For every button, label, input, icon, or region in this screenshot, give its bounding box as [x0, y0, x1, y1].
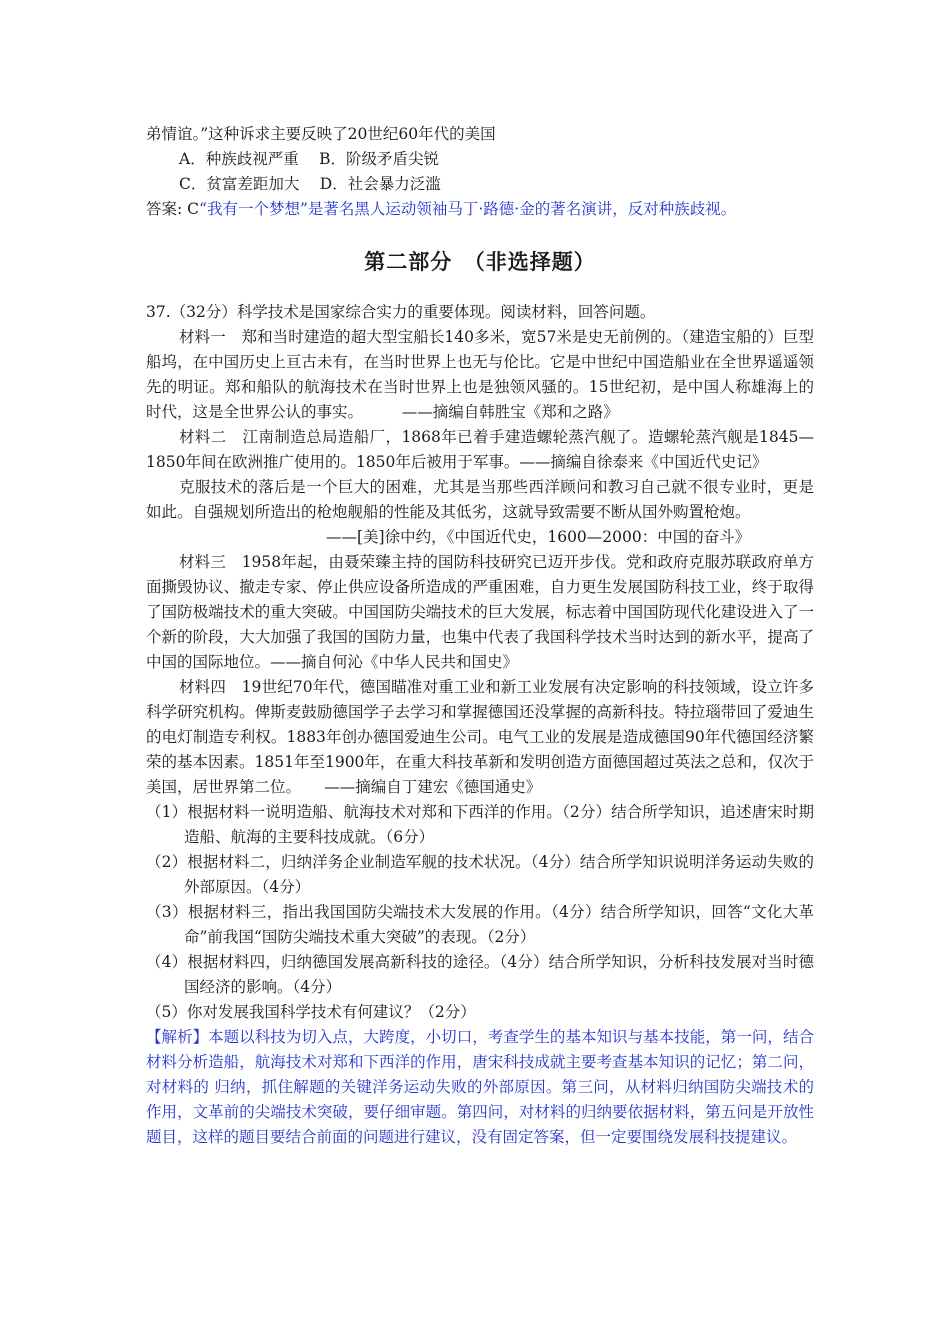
material-three: 材料三 1958年起，由聂荣臻主持的国防科技研究已迈开步伐。党和政府克服苏联政府单方面撕毁协议、撤走专家、停止供应设备所造成的严重困难，自力更生发展国防科技工业，终于取得了国防极端技术的重大突破。中国国防尖端技术的巨大发展，标志着中国国防现代化建设进入了一个新的阶段，大大加强了我国的国防力量，也集中代表了我国科学技术当时达到的新水平，提高了中国的国际地位。——摘自何沁《中华人民共和国史》	[146, 553, 814, 671]
q36-stem-tail: 弟情谊。”这种诉求主要反映了20世纪60年代的美国	[146, 125, 496, 143]
material-two-b: 克服技术的落后是一个巨大的困难，尤其是当那些西洋顾问和教习自己就不很专业时，更是如此。自强规划所造出的枪炮舰船的性能及其低劣，这就导致需要不断从国外购置枪炮。	[146, 478, 814, 521]
analysis-paragraph: 【解析】本题以科技为切入点，大跨度，小切口，考查学生的基本知识与基本技能，第一问，结合材料分析造船，航海技术对郑和下西洋的作用，唐宋科技成就主要考查基本知识的记忆；第二问，对材料的 归纳，抓住解题的关键洋务运动失败的外部原因。第三问，从材料归纳国防尖端技术的作用，文革前的尖端技术突破，要仔细审题。第四问，对材料的归纳要依据材料，第五问是开放性题目，这样的题目要结合前面的问题进行建议，没有固定答案，但一定要围绕发展科技提建议。	[146, 1028, 814, 1146]
q36-options-cd: C．贫富差距加大 D．社会暴力泛滥	[179, 175, 441, 193]
sub-question-5: （5）你对发展我国科学技术有何建议？（2分）	[146, 1003, 476, 1021]
material-four: 材料四 19世纪70年代，德国瞄准对重工业和新工业发展有决定影响的科技领域，设立许多科学研究机构。俾斯麦鼓励德国学子去学习和掌握德国还没掌握的高新科技。特拉瑙带回了爱迪生的电灯制造专利权。1883年创办德国爱迪生公司。电气工业的发展是造成德国90年代德国经济繁荣的基本因素。1851年至1900年，在重大科技革新和发明创造方面德国超过英法之总和，仅次于美国，居世界第二位。 ——摘编自丁建宏《德国通史》	[146, 678, 814, 796]
answer-label: 答案: C	[146, 200, 200, 218]
page-content	[146, 122, 814, 1150]
material-two-source: ——[美]徐中约，《中国近代史，1600—2000：中国的奋斗》	[326, 528, 751, 546]
material-two-a: 材料二 江南制造总局造船厂，1868年已着手建造螺轮蒸汽舰了。造螺轮蒸汽舰是1845—1850年间在欧洲推广使用的。1850年后被用于军事。——摘编自徐泰来《中国近代史记》	[146, 428, 814, 471]
sub-question-2: （2）根据材料二，归纳洋务企业制造军舰的技术状况。（4分）结合所学知识说明洋务运动失败的外部原因。（4分）	[146, 853, 814, 896]
sub-question-4: （4）根据材料四，归纳德国发展高新科技的途径。（4分）结合所学知识，分析科技发展对当时德国经济的影响。（4分）	[146, 953, 814, 996]
q37-intro: 37.（32分）科学技术是国家综合实力的重要体现。阅读材料，回答问题。	[146, 303, 656, 321]
sub-question-3: （3）根据材料三，指出我国国防尖端技术大发展的作用。（4分）结合所学知识，回答“文化大革命”前我国“国防尖端技术重大突破”的表现。（2分）	[146, 903, 814, 946]
q36-options-ab: A．种族歧视严重 B．阶级矛盾尖锐	[179, 150, 440, 168]
answer-explanation: “我有一个梦想”是著名黑人运动领袖马丁·路德·金的著名演讲，反对种族歧视。	[199, 200, 737, 218]
sub-question-1: （1）根据材料一说明造船、航海技术对郑和下西洋的作用。（2分）结合所学知识，追述唐宋时期造船、航海的主要科技成就。（6分）	[146, 803, 814, 846]
material-one: 材料一 郑和当时建造的超大型宝船长140多米，宽57米是史无前例的。（建造宝船的）巨型船坞，在中国历史上亘古未有，在当时世界上也无与伦比。它是中世纪中国造船业在全世界遥遥领先的明证。郑和船队的航海技术在当时世界上也是独领风骚的。15世纪初，是中国人称雄海上的时代，这是全世界公认的事实。 ——摘编自韩胜宝《郑和之路》	[146, 328, 814, 421]
section-title: 第二部分 （非选择题）	[364, 249, 596, 274]
q36-answer	[146, 197, 814, 222]
